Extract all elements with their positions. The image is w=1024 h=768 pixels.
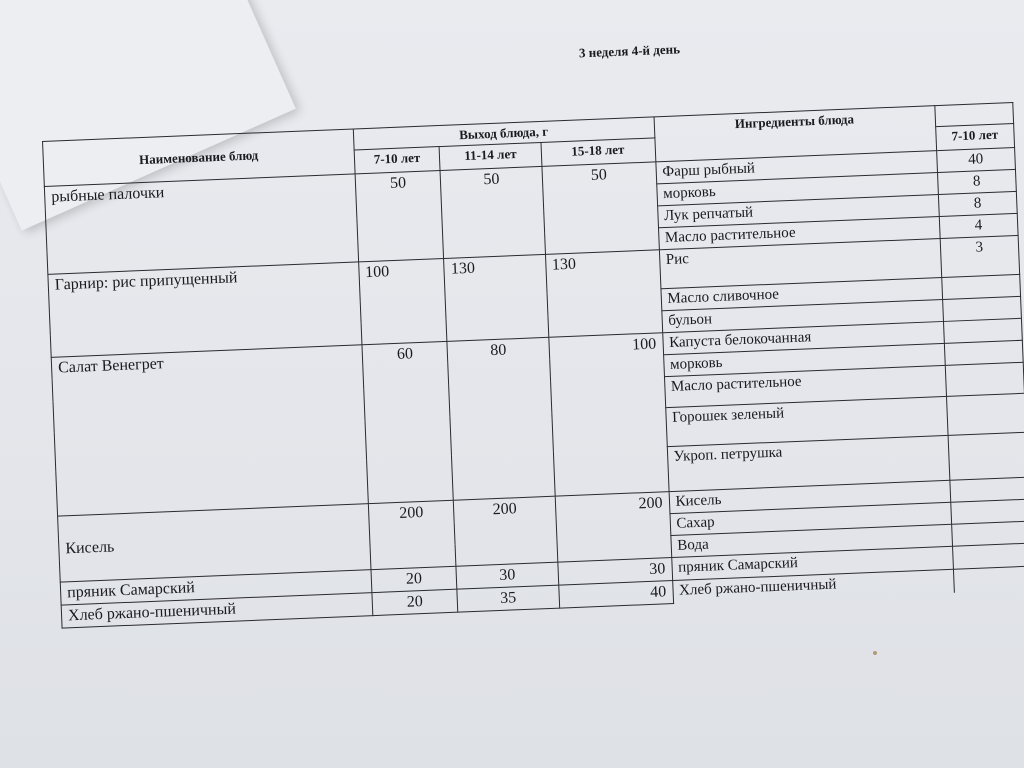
dish-output-15-18: 200 (555, 492, 672, 563)
ingredient-name: Укроп. петрушка (667, 435, 950, 491)
dish-output-7-10: 50 (355, 171, 444, 262)
ingredient-name: Капуста белокочанная (662, 321, 944, 354)
dish-output-7-10: 60 (362, 341, 454, 503)
header-ingredient-age: 7-10 лет (935, 123, 1014, 150)
dish-output-15-18: 40 (558, 581, 673, 609)
ingredient-qty (951, 521, 1024, 546)
dish-output-15-18: 50 (541, 162, 659, 255)
dish-output-11-14: 50 (440, 166, 545, 258)
dish-name: Хлеб ржано-пшеничный (61, 593, 372, 628)
ingredient-qty (943, 318, 1022, 343)
ingredient-qty (944, 340, 1023, 365)
dish-output-11-14: 80 (447, 337, 554, 500)
dish-output-7-10: 20 (371, 566, 458, 592)
dish-output-7-10: 200 (368, 500, 456, 569)
ingredient-name: Масло сливочное (661, 278, 943, 311)
ingredient-name: морковь (656, 173, 938, 206)
ingredient-qty: 3 (940, 235, 1020, 277)
ingredient-qty: 8 (937, 169, 1016, 194)
document-title: 3 неделя 4-й день (578, 41, 681, 61)
dish-name: Салат Венегрет (51, 345, 368, 516)
ingredient-qty: 40 (936, 147, 1015, 172)
dish-output-11-14: 200 (454, 496, 558, 566)
menu-table (42, 102, 1024, 629)
dish-output-11-14: 30 (456, 562, 558, 589)
ingredient-name: бульон (661, 299, 943, 332)
ingredient-qty (941, 274, 1020, 299)
dish-output-15-18: 130 (545, 250, 662, 338)
ingredient-qty: 4 (939, 213, 1018, 238)
dish-output-11-14: 130 (444, 254, 548, 341)
ingredient-qty (948, 432, 1024, 480)
ingredient-qty (952, 543, 1024, 569)
ingredient-name: Рис (659, 239, 941, 289)
dish-output-7-10: 100 (358, 258, 447, 344)
ingredient-qty (953, 566, 1024, 592)
dish-name: Гарнир: рис припущенный (48, 262, 362, 357)
ingredient-qty (945, 362, 1024, 396)
header-age-7-10: 7-10 лет (354, 147, 441, 174)
header-age-11-14: 11-14 лет (440, 142, 542, 170)
ingredient-name: Вода (670, 524, 952, 557)
dish-name: Кисель (58, 504, 371, 582)
dish-name: пряник Самарский (60, 570, 371, 605)
ingredient-name: пряник Самарский (671, 546, 953, 580)
ingredient-name: морковь (663, 343, 945, 376)
ingredient-name: Хлеб ржано-пшеничный (672, 569, 954, 603)
ingredient-name: Масло растительное (658, 217, 940, 250)
header-age-15-18: 15-18 лет (540, 138, 655, 167)
ingredient-name: Масло растительное (664, 365, 946, 407)
ingredient-qty (946, 393, 1024, 435)
ingredient-qty (949, 477, 1024, 502)
paper-speck (873, 651, 877, 655)
dish-output-11-14: 35 (457, 585, 559, 612)
ingredient-name: Горошек зеленый (665, 396, 947, 446)
ingredient-qty (950, 499, 1024, 524)
ingredient-qty: 8 (938, 191, 1017, 216)
header-ingredients: Ингредиенты блюда (654, 106, 937, 162)
ingredient-qty (942, 296, 1021, 321)
dish-output-15-18: 30 (557, 558, 672, 586)
dish-output-7-10: 20 (372, 589, 459, 615)
ingredient-name: Кисель (669, 480, 951, 513)
dish-output-15-18: 100 (548, 333, 668, 496)
dish-name: рыбные палочки (44, 174, 358, 274)
header-dish-name: Наименование блюд (43, 129, 355, 186)
ingredient-name: Лук репчатый (657, 195, 939, 228)
ingredient-name: Сахар (670, 502, 952, 535)
header-output: Выход блюда, г (353, 117, 655, 150)
ingredient-name: Фарш рыбный (655, 151, 937, 184)
